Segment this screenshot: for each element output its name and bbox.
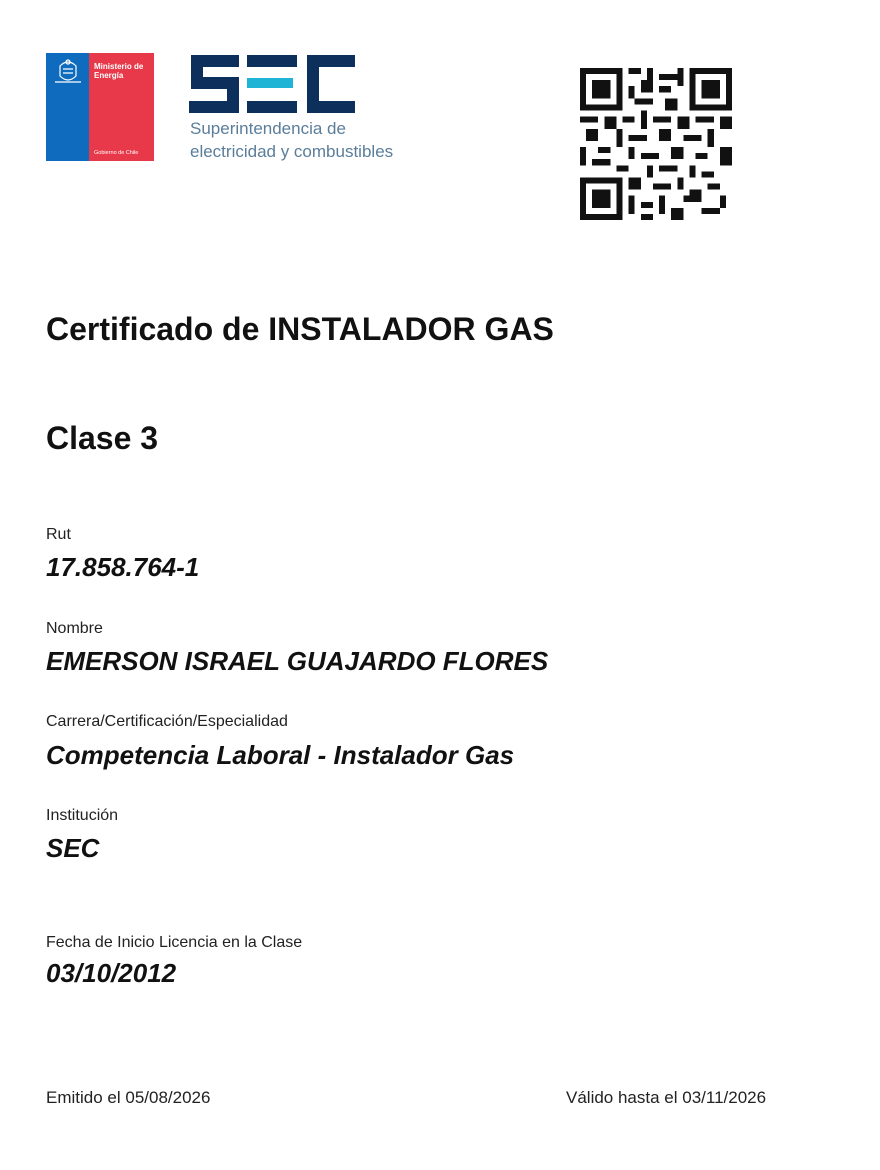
sec-logo [189, 55, 419, 167]
gobierno-label: Gobierno de Chile [94, 150, 139, 156]
sec-tagline-2: electricidad y combustibles [190, 142, 394, 161]
rut-value: 17.858.764-1 [46, 552, 200, 582]
fecha-inicio-value: 03/10/2012 [46, 958, 177, 988]
nombre-label: Nombre [46, 620, 103, 637]
sec-wordmark-icon [189, 55, 357, 113]
emitido-date: Emitido el 05/08/2026 [46, 1088, 211, 1107]
institucion-value: SEC [46, 833, 100, 863]
fecha-inicio-label: Fecha de Inicio Licencia en la Clase [46, 934, 303, 951]
ministerio-name: Ministerio de Energía [94, 62, 144, 80]
carrera-label: Carrera/Certificación/Especialidad [46, 713, 288, 730]
coat-of-arms-icon [51, 56, 85, 90]
certificate-title: Certificado de INSTALADOR GAS [46, 311, 554, 347]
nombre-value: EMERSON ISRAEL GUAJARDO FLORES [46, 646, 549, 676]
rut-label: Rut [46, 526, 71, 543]
qr-code-icon [580, 68, 732, 220]
ministerio-energia-logo [46, 53, 154, 161]
valido-date: Válido hasta el 03/11/2026 [566, 1088, 767, 1107]
carrera-value: Competencia Laboral - Instalador Gas [46, 740, 515, 770]
institucion-label: Institución [46, 807, 119, 824]
certificate-clase: Clase 3 [46, 420, 159, 456]
sec-tagline-1: Superintendencia de [190, 119, 346, 138]
